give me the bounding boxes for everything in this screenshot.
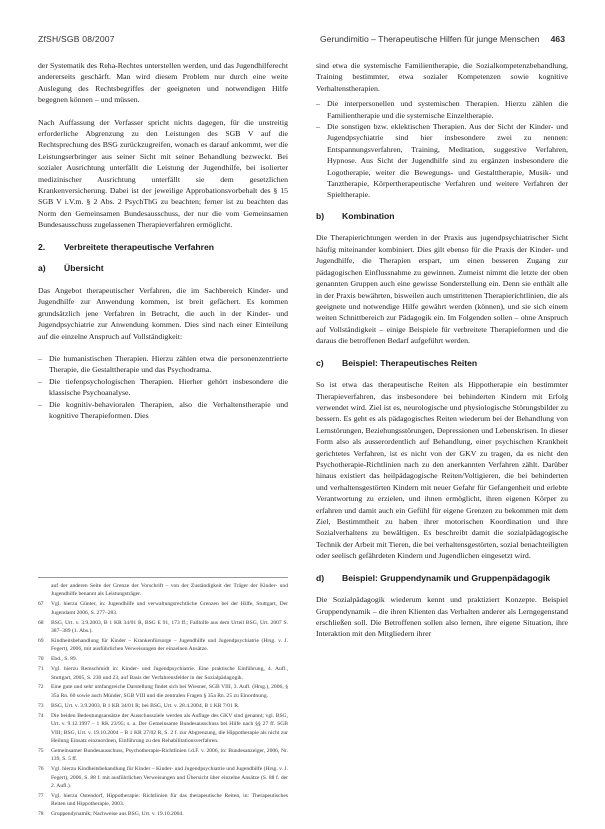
footnote [38, 702, 288, 710]
list-item: – Die interpersonellen und systemischen Therapien. Hierzu zählen die Familientherapie und die systemische Einzeltherapie. [316, 98, 568, 121]
footnote-number: 70 [38, 656, 44, 663]
subsection-heading [316, 573, 568, 585]
footnote [38, 765, 288, 790]
footnote [38, 600, 288, 617]
subsection-title: Beispiel: Gruppendynamik und Gruppenpädagogik [342, 572, 551, 583]
footnote-text: Vgl. hierzu Remschmidt in: Kinder- und Jugendpsychiatrie. Eine praktische Einführung, 4. Aufl., Stuttgart, 2005, S. 230 und 23, auf Basis der Verfahrensfelder in der Sozialpädagogik. [51, 666, 288, 681]
therapy-list [38, 353, 288, 421]
footnote-text: Vgl. hierzu Ostendorf, Hippotherapie: Richtlinien für das therapeutische Reiten, in: Therapeutisches Reiten und Hippotherapie, 2003. [51, 792, 288, 808]
therapy-list [316, 98, 568, 201]
footnote-number: 69 [38, 637, 44, 644]
footnote-text: Ebd., S. 89. [51, 656, 78, 663]
subsection-number: b) [316, 210, 325, 221]
footnote [38, 637, 288, 654]
paragraph: Die Therapierichtungen werden in der Praxis aus jugendpsychiatrischer Sicht häufig miteinander kombiniert. Dies gilt ebenso für die Praxis der Kinder- und Jugendhilfe, die Therapien erspart, um einen besseren Zugang zur pädagogischen Einflussnahme zu gewinnen. Zumeist nimmt die letzte der oben genannten Gruppen auch eine gewisse Sonderstellung ein. Denn sie enthält alle in der Praxis bewährten, bisweilen auch umstrittenen Therapierichtlinien, die als geeignete und notwendige Hilfe gewährt werden (können), und sie sich einem weiten Schnittbereich zur Pädagogik ein. Im Folgenden sollen – ohne Anspruch auf Vollständigkeit – einige Beispiele für verbreitete Therapieformen und die daraus die betroffenen Bedarf aufgeführt werden. [316, 233, 568, 346]
paragraph: Die Sozialpädagogik wiederum kennt und praktiziert Konzepte. Beispiel Gruppendynamik – die ihren Klienten das Verhalten anderer als Lerngegenstand erschließen soll. Die Betroffenen sollen also lernen, ihre eigene Situation, ihre Interaktion mit den Mitgliedern ihrer [316, 595, 568, 639]
footnote-number: 77 [38, 792, 44, 799]
right-column [316, 60, 568, 651]
list-item: – Die tiefenpsychologischen Therapien. Hierher gehört insbesondere die klassische Psychoanalyse. [38, 376, 288, 399]
footnote [38, 683, 288, 700]
footnote-text: Kindheitsbehandlung für Kinder – Krankenfürsorge – Jugendhilfe und Jugendpsychiatrie (Hrsg. v. J. Fegert), 2006, mit ausführlichen Verweisungen der einzelnen Ansätze. [51, 637, 288, 653]
footnote-text: Gruppendynamik; Nachweise aus BSG, Urt. v. 19.10.2004. [51, 811, 184, 818]
footnote-continuation: auf der anderen Seite der Grenze der Vorschrift – von der Zuständigkeit der Träger der Kinder- und Jugendhilfe benannt als Leistungsträger. [51, 583, 288, 598]
footnote [38, 792, 288, 809]
subsection-heading [316, 211, 568, 223]
paragraph: Nach Auffassung der Verfasser spricht nichts dagegen, für die unstreitig erforderliche Abgrenzung zu den Leistungen des SGB V auf die Rechtsprechung des BSG zurückzugreifen, wonach es darauf ankommt, wer die Leistungserbringer aus seiner Sicht mit seiner Behandlung bezweckt. Bei sozialer Ausrichtung unterfällt die Leistung der Jugendhilfe, bei isolierter medizinischer Ausrichtung unterfällt sie dem gesetzlichen Krankenversicherung. Dabei ist der jeweilige Approbationsvorbehalt des § 15 SGB V i.V.m. § 2 Abs. 2 PsychThG zu beachten; ferner ist zu beachten das Norm den Gemeinsamen Bundesausschuss, der nur die vom Gemeinsamen Bundesausschuss zugelassenen Therapieverfahren ermöglicht. [38, 117, 288, 230]
footnote-number: 72 [38, 684, 44, 691]
subsection-number: d) [316, 572, 325, 583]
running-header [38, 34, 565, 48]
section-number: 2. [38, 241, 46, 252]
footnote [38, 810, 288, 818]
subsection-number: c) [316, 357, 324, 368]
subsection-heading [316, 358, 568, 370]
paragraph: So ist etwa das therapeutische Reiten als Hippotherapie ein bestimmter Therapieverfahren, das insbesondere bei behinderten Kindern mit Erfolg verwendet wird. Ziel ist es, neurologische und physiologische Störungsbilder zu bessern. Es geht es als pädagogisches Reiten wiederum bei der Behandlung von Lernstörungen, Beziehungsstörungen, Depressionen und Lebenskrisen. In dieser Form also als ausserordentlich auf Behandlung, einer psychischen Krankheit gerichtetes Verfahren, ist es nicht von der GKV zu tragen, da es nicht den Psychotherapie-Richtlinien nach zu den anerkannten Verfahren zählt. Darüber hinaus existiert das heilpädagogische Reiten/Voltigieren, die bei behinderten und verhaltensgestörten Kindern mit neuer Gefahr für Gefangenheit und erlebte Verantwortung zu erzielen, und ihnen ermöglicht, ihren eigenen Körper zu erfahren und damit auch ein Gefühl für eigene Grenzen zu bekommen mit dem Ziel, Bestimmtheit zu haben ihrer motorischen Koordination und ihre Sozialverhaltens zu bewältigen. Es beschreibt damit die sozialpädagogische Technik der Arbeit mit Tieren, die bei verhaltensgestörten, sozial benachteiligten oder seelisch gefährdeten Kindern und Jugendlichen eingesetzt wird. [316, 380, 568, 561]
subsection-title: Beispiel: Therapeutisches Reiten [342, 357, 478, 368]
section-heading [38, 242, 288, 254]
footnote-text: BSG, Urt. v. 3.9.2003, B 1 KR 34/01 R; bei BSG, Urt. v. 28.4.2004, B 1 KR 7/01 R. [51, 702, 240, 709]
journal-issue: ZfSH/SGB 08/2007 [38, 34, 115, 44]
list-item: – Die humanistischen Therapien. Hierzu zählen etwa die personenzentrierte Therapie, die Gestalttherapie und das Psychodrama. [38, 353, 288, 376]
running-title: Gerundimitio – Therapeutische Hilfen für junge Menschen [320, 34, 540, 44]
footnotes [38, 577, 288, 820]
left-column [38, 60, 288, 431]
footnote [38, 712, 288, 746]
page-number: 463 [550, 34, 565, 44]
footnote [38, 619, 288, 636]
footnote-number: 74 [38, 712, 44, 719]
footnote-text: Die beiden Bedeutungsansätze der Ausschussziele werden als Auflage des GKV sind genannt; vgl. BSG, Urt. v. 9.12.1997 – 1 RK 23/95; s. a. Der Gemeinsame Bundesausschuss bei Hilfe nach §§ 27 ff. SGB VIII; BSG, Urt. v. 19.10.2004 – B 1 KR 27/02 R, S. 2 f. zur Abgrenzung, die Hippotherapie als nicht zur Heilung Einsatz einzuordnen, Einführung zu den Rehabilitationsverfahren. [51, 712, 288, 744]
footnote-number: 67 [38, 601, 44, 608]
footnote-text: Eine gute und sehr umfangreiche Darstellung findet sich bei Wiesner, SGB VIII, 3. Aufl. (Hrsg.), 2006, § 35a Rn. 60 sowie auch Münder, SGB VIII und die zentralen Fragen § 35a Rn. 25 zu Einordnung. [51, 684, 288, 699]
footnote-number: 78 [38, 811, 44, 818]
subsection-heading [38, 263, 288, 275]
paragraph: der Systematik des Reha-Rechtes unterstellen werden, und das Jugendhilferecht andererseits geschärft. Man wird diesem Problem nur durch eine weite Auslegung des Rechtsbegriffes der geeigneten und notwendigen Hilfe begegnen können – und müssen. [38, 61, 288, 105]
footnote-number: 76 [38, 766, 44, 773]
list-item: – Die sonstigen bzw. eklektischen Therapien. Aus der Sicht der Kinder- und Jugendpsychiatrie sind hier insbesondere zwei zu nennen: Entspannungsverfahren, Training, Meditation, suggestive Verfahren, Hypnose. Aus Sicht der Jugendhilfe sind zu ergänzen insbesondere die Logotherapie, weiter die Bewegungs- und Gestalttherapie, Musik- und Tanztherapie, Körpertherapeutische Verfahren und weitere Verfahren der Spieltherapie. [316, 121, 568, 201]
footnote-list [38, 600, 288, 818]
footnote [38, 655, 288, 663]
footnote-number: 75 [38, 747, 44, 754]
footnote [38, 665, 288, 682]
paragraph: sind etwa die systemische Familientherapie, die Sozialkompetenzbehandlung, Training bestimmter, etwa sozialer Kompetenzen sowie kognitive Verhaltenstherapien. [316, 61, 568, 93]
footnote-number: 73 [38, 702, 44, 709]
footnote-text: Vgl. hierzu Günter, in: Jugendhilfe und verwaltungsrechtliche Grenzen bei der Hilfe, Stuttgart, Der Jugendamt 2006, S. 277–283. [51, 601, 288, 616]
paragraph: Das Angebot therapeutischer Verfahren, die im Sachbereich Kinder- und Jugendhilfe zur Anwendung kommen, ist breit gefächert. Es kommen grundsätzlich jene Verfahren in Betracht, die auch in der Kinder- und Jugendpsychiatrie zur Anwendung kommen. Dies sind nach einer Einteilung auf die einzelne Anspruch auf Vollständigkeit: [38, 285, 288, 341]
subsection-title: Kombination [342, 210, 395, 221]
subsection-number: a) [38, 263, 46, 274]
footnote-text: BSG, Urt. v. 3.9.2003, B 1 KR 34/01 R, BSG E 91, 173 ff.; Fallhilfe aus dem Urteil BSG, Urt. 2007 S. 387–389 (1. Abs.). [51, 619, 288, 635]
section-title: Verbreitete therapeutische Verfahren [64, 241, 214, 252]
subsection-title: Übersicht [64, 263, 104, 274]
footnote-text: Gemeinsamer Bundesausschuss, Psychotherapie-Richtlinien i.d.F. v. 2006, in: Bundesanzeiger, 2006, Nr. 139, S. 5 ff. [51, 747, 288, 763]
footnote [38, 747, 288, 764]
list-item: – Die kognitiv-behavioralen Therapien, also die Verhaltenstherapie und kognitive Therapieformen. Dies [38, 399, 288, 422]
footnote-number: 71 [38, 666, 44, 673]
footnote-number: 68 [38, 619, 44, 626]
footnote-text: Vgl. hierzu Kindheitsbehandlung für Kinder – Kinder- und Jugendpsychiatrie und Jugendhilfe (Hrsg. v. J. Fegert), 2006, S. 88 f. mit ausführlichen Verweisungen und Übersicht über einzelne Ansätze (S. 88 f. der 2. Aufl.). [51, 766, 288, 789]
